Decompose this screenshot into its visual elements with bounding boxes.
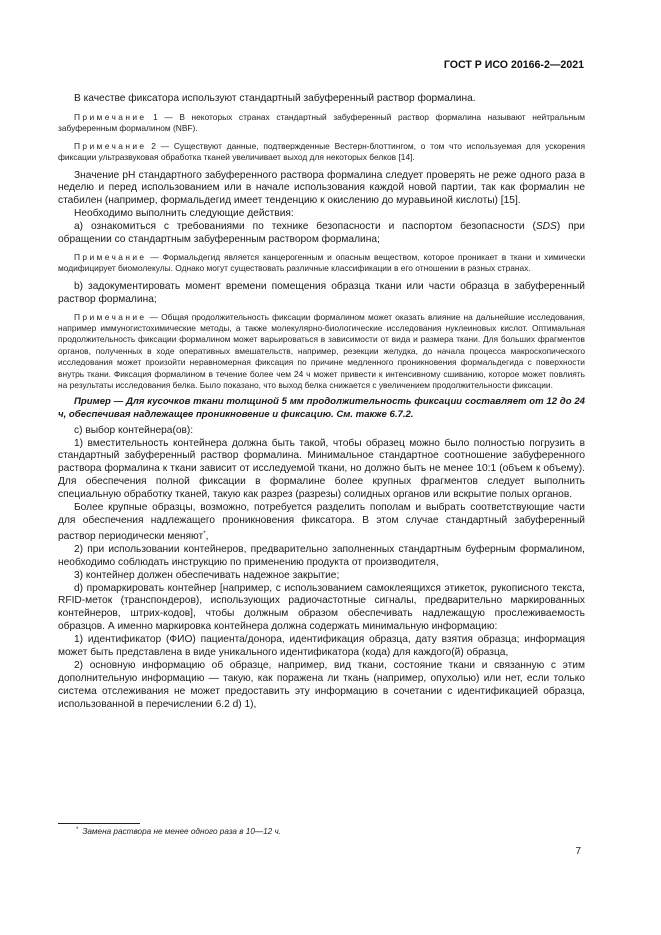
footnote-text: Замена раствора не менее одного раза в 10—12 ч. bbox=[82, 827, 281, 836]
paragraph-fixative: В качестве фиксатора используют стандартный забуференный раствор формалина. bbox=[74, 93, 476, 104]
item-c-1-continued bbox=[58, 502, 585, 544]
item-d-2: 2) основную информацию об образце, например, вид ткани, состояние ткани и связанную с этим дополнительную информацию — такую, как поражена ли ткань (например, опухолью) или нет, если только система отслеживания не может предоставить эту информацию в сочетании с идентификацией образца, использованной в перечислении 6.2 d) 1), bbox=[58, 659, 585, 710]
item-a-pre: a) ознакомиться с требованиями по технике безопасности и паспортом безопасности ( bbox=[74, 221, 536, 233]
item-a-sds: SDS bbox=[535, 221, 557, 233]
item-c-1-continued-text: Более крупные образцы, возможно, потребуется разделить пополам и выбрать соответствующие части для обеспечения надлежащего проникновения фиксатора. В этом случае стандартный забуференный раствор периодически меняют bbox=[58, 502, 585, 542]
page-number: 7 bbox=[575, 846, 581, 857]
example-paragraph: Пример — Для кусочков ткани толщиной 5 мм продолжительность фиксации составляет от 12 до 24 ч, обеспечивая надлежащее проникновение и фиксацию. См. также 6.7.2. bbox=[58, 396, 585, 421]
note-text: 1 — В некоторых странах стандартный забуференный раствор формалина называют нейтральным забуференным формалином (NBF). bbox=[58, 111, 585, 134]
note-text: — Формальдегид является канцерогенным и опасным веществом, которое проникает в ткани и химически модифицирует биомолекулы. Однако могут существовать различные классификации в его отношении в разных странах. bbox=[58, 251, 586, 274]
item-c-1-continued-end: , bbox=[205, 530, 209, 542]
footnote-reference: * bbox=[203, 529, 206, 537]
item-a bbox=[58, 221, 585, 247]
note-label: Примечание bbox=[74, 251, 147, 262]
note-label: Примечание bbox=[74, 140, 147, 151]
item-c-2: 2) при использовании контейнеров, предварительно заполненных стандартным буферным формалином, необходимо соблюдать инструкцию по применению продукта от производителя, bbox=[58, 543, 585, 568]
note-text: 2 — Существуют данные, подтвержденные Вестерн-блоттингом, о том что используемая для ускорения фиксации ультразвуковая обработка тканей увеличивает выход для некоторых белков [14]. bbox=[58, 140, 585, 163]
note-label: Примечание bbox=[74, 111, 147, 122]
page-body bbox=[58, 93, 585, 712]
item-c-3: 3) контейнер должен обеспечивать надежное закрытие; bbox=[74, 569, 340, 581]
note-text: — Общая продолжительность фиксации формалином может оказать влияние на дальнейшие исследования, например иммуногистохимические методы, а также молекулярно-биологические исследования нуклеиновых кислот. Оптимальная продолжительность фиксации формалином может варьироваться в зависимости от вида и размера ткани. Для больших фрагментов органов, полученных в ходе оперативных вмешательств, например, резекции желудка, до начала процесса макроскопического исследования может произойти неравномерная фиксация по причине медленного проникновения формальдегида с поверхности внутрь ткани. Фиксация формалином в течение более чем 24 ч может привести к интенсивному сшиванию, которое может повлиять на результаты исследования белка. Было показано, что выход белка снижается с увеличением продолжительности фиксации. bbox=[58, 311, 586, 391]
item-d-1: 1) идентификатор (ФИО) пациента/донора, идентификация образца, дату взятия образца; информация может быть представлена в виде уникального идентификатора (кода) для каждого(й) образца, bbox=[58, 634, 585, 659]
paragraph-actions-intro: Необходимо выполнить следующие действия: bbox=[74, 208, 294, 220]
note-3 bbox=[58, 252, 585, 275]
item-d: d) промаркировать контейнер [например, с использованием самоклеящихся этикеток, рукописного текста, RFID-меток (транспондеров), использующих радиочастотные сигналы, предварительно маркированных контейнеров, штрих-кодов], чтобы должным образом обеспечивать надлежащую прослеживаемость образцов. А именно маркировка контейнера должна содержать минимальную информацию: bbox=[58, 582, 585, 633]
footnote bbox=[76, 827, 281, 836]
paragraph-ph: Значение pH стандартного забуференного раствора формалина следует проверять не реже одного раза в неделю и перед использованием или в начале использования каждой новой партии, так как формалин не стабилен (например, формальдегид имеет тенденцию к окислению до муравьиной кислоты) [15]. bbox=[58, 169, 585, 207]
item-b: b) задокументировать момент времени помещения образца ткани или части образца в забуференный раствор формалина; bbox=[58, 280, 585, 305]
item-c-1: 1) вместительность контейнера должна быть такой, чтобы образец можно было полностью погрузить в стандартный забуференный раствор формалина. Минимальное стандартное соотношение забуференного раствора формалина к ткани зависит от исследуемой ткани, но должно быть не менее 10:1 (объем к объему). Для обеспечения полной фиксации в формалине более крупных фрагментов следует выполнить специальную обработку тканей, такую как разрез (разрезы) солидных органов или вскрытие полых органов. bbox=[58, 437, 585, 501]
note-1 bbox=[58, 112, 585, 135]
item-c: c) выбор контейнера(ов): bbox=[74, 424, 194, 436]
note-4 bbox=[58, 312, 585, 392]
note-2 bbox=[58, 141, 585, 164]
item-a-post: ) при обращении со стандартным забуференным раствором формалина; bbox=[58, 221, 585, 246]
note-label: Примечание bbox=[74, 311, 147, 322]
footnote-mark: * bbox=[76, 827, 79, 833]
footnote-divider bbox=[58, 823, 140, 824]
document-code: ГОСТ Р ИСО 20166-2—2021 bbox=[443, 59, 584, 71]
